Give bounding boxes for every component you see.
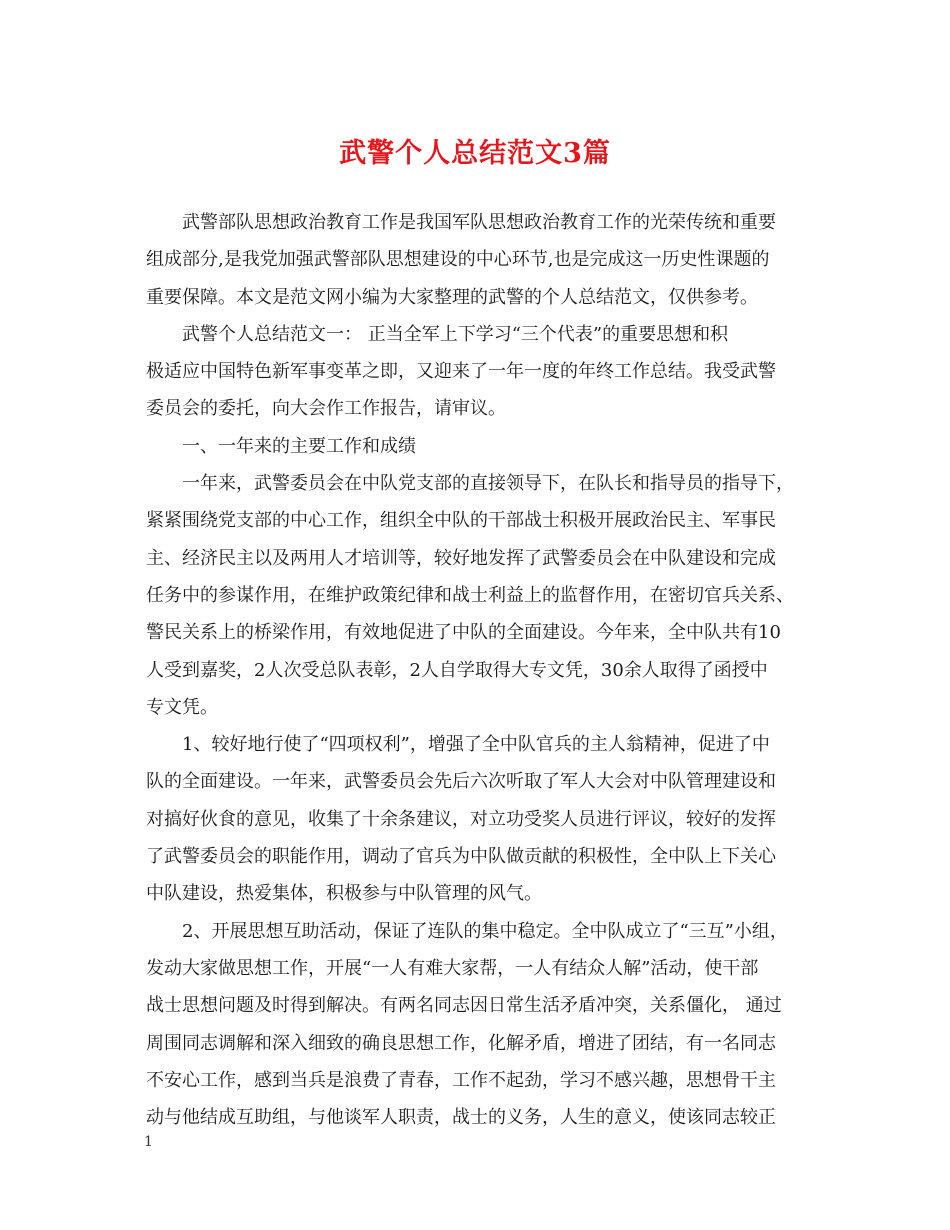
body-line: 武警个人总结范文一： 正当全军上下学习“三个代表”的重要思想和积 [182, 323, 729, 345]
body-line: 一年来，武警委员会在中队党支部的直接领导下，在队长和指导员的指导下， [182, 473, 794, 495]
body-line: 专文凭。 [146, 696, 218, 718]
page-number: 1 [144, 1134, 153, 1150]
body-line: 任务中的参谋作用，在维护政策纪律和战士利益上的监督作用，在密切官兵关系、 [146, 584, 794, 606]
document-title: 武警个人总结范文3篇 [339, 138, 611, 169]
body-line: 警民关系上的桥梁作用，有效地促进了中队的全面建设。今年来，全中队共有10 [146, 622, 781, 644]
body-line: 1、较好地行使了“四项权利”，增强了全中队官兵的主人翁精神，促进了中 [182, 734, 770, 756]
body-line: 了武警委员会的职能作用，调动了官兵为中队做贡献的积极性，全中队上下关心 [146, 846, 776, 868]
body-line: 一、一年来的主要工作和成绩 [182, 435, 416, 457]
body-line: 武警部队思想政治教育工作是我国军队思想政治教育工作的光荣传统和重要 [182, 212, 776, 233]
body-line: 极适应中国特色新军事变革之即，又迎来了一年一度的年终工作总结。我受武警 [146, 361, 776, 383]
body-line: 委员会的委托，向大会作工作报告，请审议。 [146, 398, 506, 420]
body-line: 战士思想问题及时得到解决。有两名同志因日常生活矛盾冲突，关系僵化， 通过 [146, 995, 782, 1017]
body-line: 组成部分,是我党加强武警部队思想建设的中心环节,也是完成这一历史性课题的 [146, 249, 770, 271]
body-line: 2、开展思想互助活动，保证了连队的集中稳定。全中队成立了“三互”小组， [182, 920, 788, 942]
body-line: 对搞好伙食的意见，收集了十余条建议，对立功受奖人员进行评议，较好的发挥 [146, 808, 776, 830]
body-line: 动与他结成互助组，与他谈军人职责，战士的义务，人生的意义，使该同志较正 [146, 1107, 776, 1129]
body-line: 人受到嘉奖，2人次受总队表彰，2人自学取得大专文凭，30余人取得了函授中 [146, 659, 768, 681]
body-line: 重要保障。本文是范文网小编为大家整理的武警的个人总结范文，仅供参考。 [146, 286, 758, 308]
document-body [146, 204, 806, 1136]
body-line: 队的全面建设。一年来，武警委员会先后六次听取了军人大会对中队管理建设和 [146, 771, 776, 793]
body-line: 主、经济民主以及两用人才培训等，较好地发挥了武警委员会在中队建设和完成 [146, 547, 776, 569]
body-line: 周围同志调解和深入细致的确良思想工作，化解矛盾，增进了团结，有一名同志 [146, 1032, 776, 1054]
body-line: 紧紧围绕党支部的中心工作，组织全中队的干部战士积极开展政治民主、军事民 [146, 510, 776, 532]
body-line: 中队建设，热爱集体，积极参与中队管理的风气。 [146, 883, 542, 905]
body-line: 不安心工作，感到当兵是浪费了青春，工作不起劲，学习不感兴趣，思想骨干主 [146, 1069, 776, 1091]
body-line: 发动大家做思想工作，开展“一人有难大家帮，一人有结众人解”活动，使干部 [146, 957, 759, 979]
